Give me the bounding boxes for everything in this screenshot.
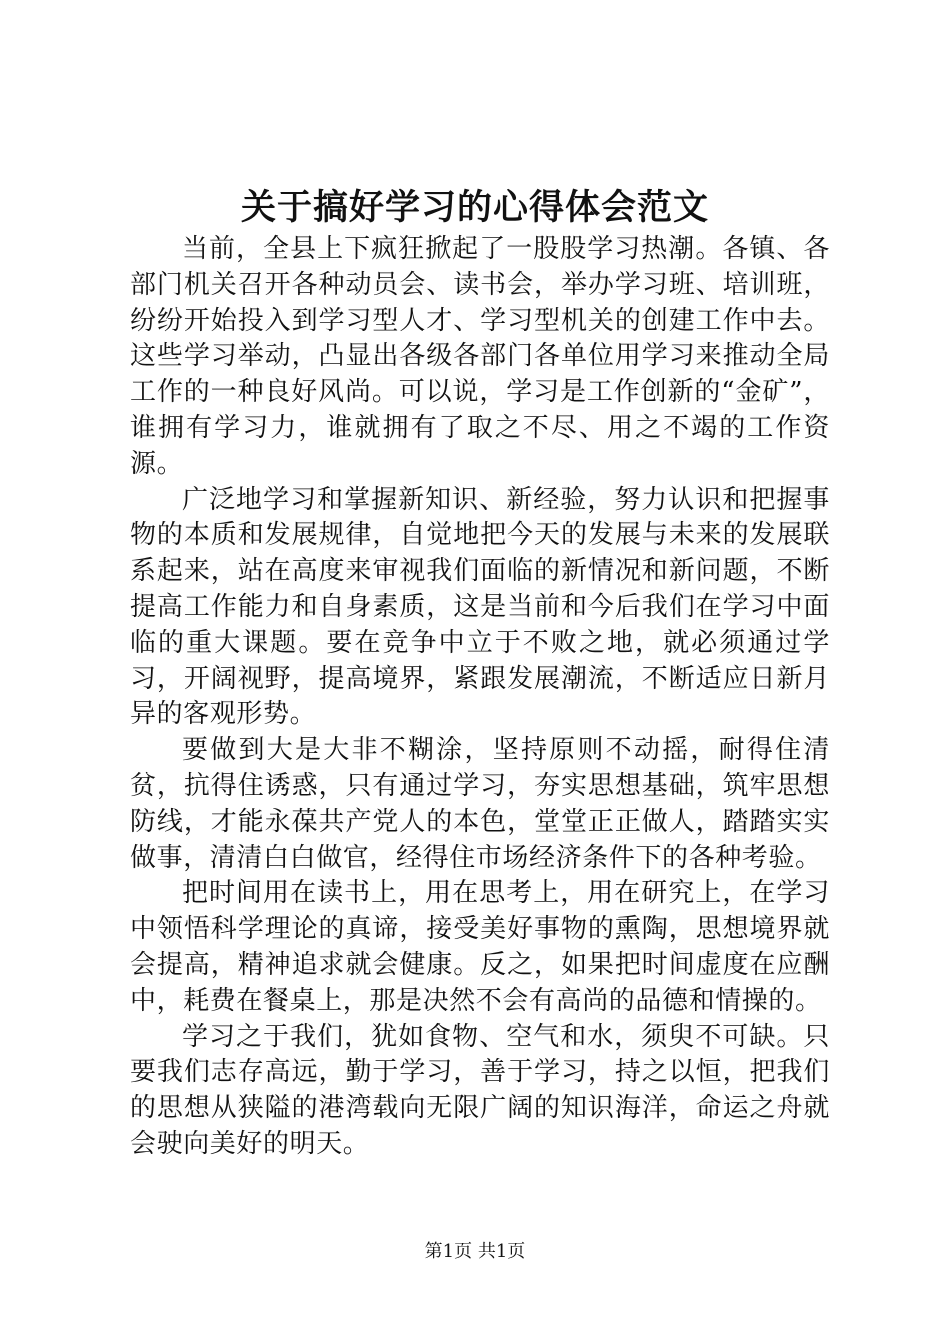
paragraph-1: 当前，全县上下疯狂掀起了一股股学习热潮。各镇、各部门机关召开各种动员会、读书会，举办学习班、培训班，纷纷开始投入到学习型人才、学习型机关的创建工作中去。这些学习举动，凸显出各级各部门各单位用学习来推动全局工作的一种良好风尚。可以说，学习是工作创新的“金矿”，谁拥有学习力，谁就拥有了取之不尽、用之不竭的工作资源。 [130,234,830,479]
page-number-footer: 第1页 共1页 [424,1241,526,1262]
document-title: 关于搞好学习的心得体会范文 [240,187,709,228]
paragraph-4: 把时间用在读书上，用在思考上，用在研究上，在学习中领悟科学理论的真谛，接受美好事物的熏陶，思想境界就会提高，精神追求就会健康。反之，如果把时间虚度在应酬中，耗费在餐桌上，那是决然不会有高尚的品德和情操的。 [130,878,830,1016]
paragraph-5: 学习之于我们，犹如食物、空气和水，须臾不可缺。只要我们志存高远，勤于学习，善于学习，持之以恒，把我们的思想从狭隘的港湾载向无限广阔的知识海洋，命运之舟就会驶向美好的明天。 [130,1021,830,1159]
document-body [130,232,830,1163]
paragraph-2: 广泛地学习和掌握新知识、新经验，努力认识和把握事物的本质和发展规律，自觉地把今天的发展与未来的发展联系起来，站在高度来审视我们面临的新情况和新问题，不断提高工作能力和自身素质，这是当前和今后我们在学习中面临的重大课题。要在竞争中立于不败之地，就必须通过学习，开阔视野，提高境界，紧跟发展潮流，不断适应日新月异的客观形势。 [130,484,830,730]
paragraph-3: 要做到大是大非不糊涂，坚持原则不动摇，耐得住清贫，抗得住诱惑，只有通过学习，夯实思想基础，筑牢思想防线，才能永葆共产党人的本色，堂堂正正做人，踏踏实实做事，清清白白做官，经得住市场经济条件下的各种考验。 [130,735,830,873]
